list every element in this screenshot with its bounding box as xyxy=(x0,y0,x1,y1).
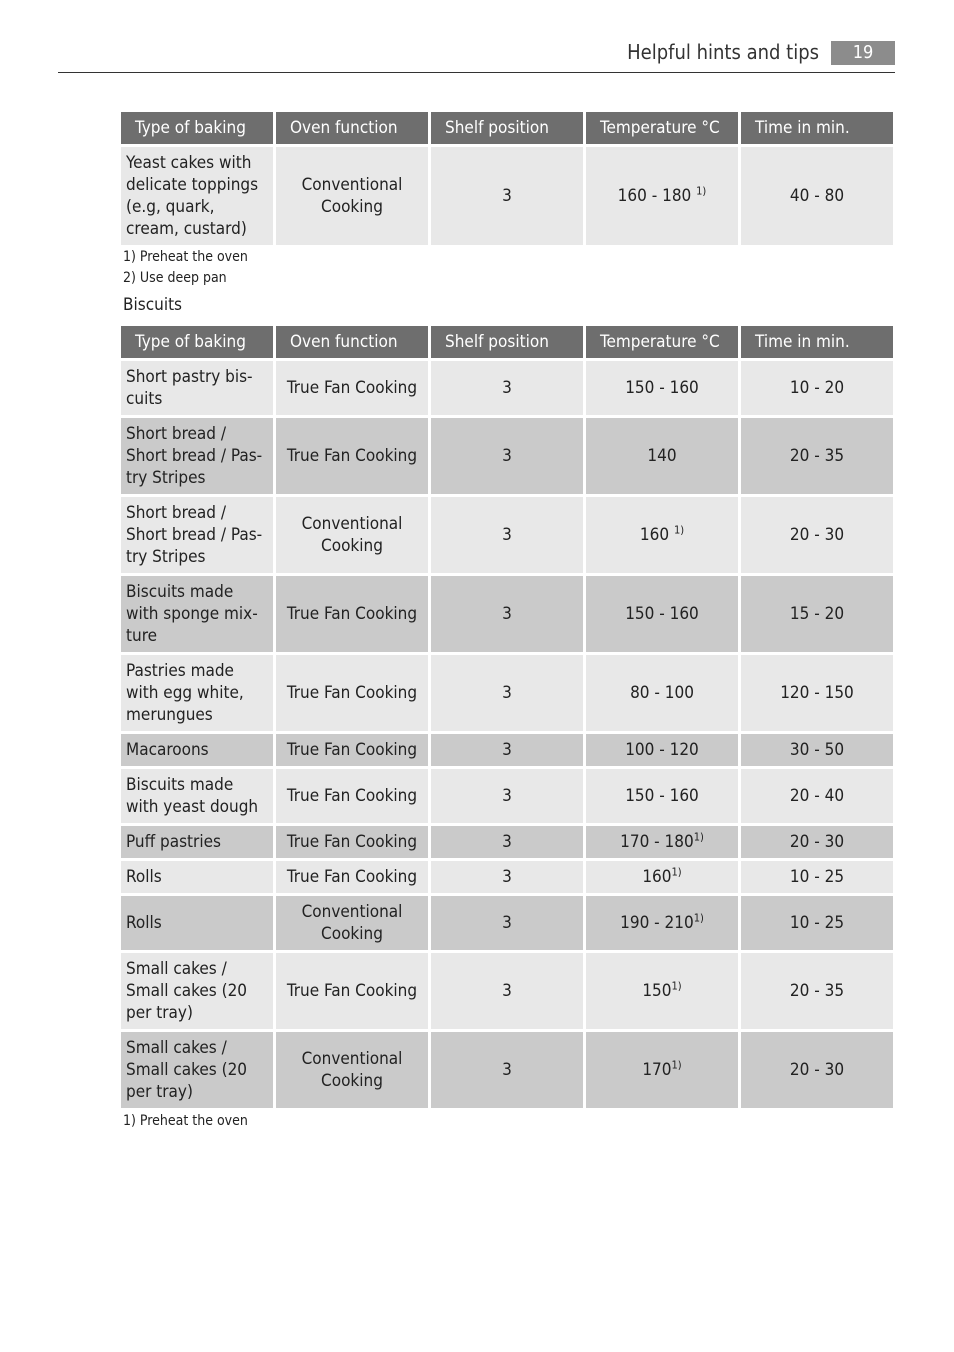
cell-time-text: 15 - 20 xyxy=(789,604,845,624)
cell-shelf-text: 3 xyxy=(502,1060,512,1080)
cell-time xyxy=(741,418,893,494)
cell-type-text: Short bread / Short bread / Pas-try Stripes xyxy=(126,424,263,488)
cell-shelf xyxy=(431,361,583,415)
cell-type xyxy=(121,953,273,1029)
table-row xyxy=(121,1032,893,1108)
cell-shelf-text: 3 xyxy=(502,867,512,887)
cell-temp xyxy=(586,769,738,823)
cell-temp xyxy=(586,861,738,893)
cell-type xyxy=(121,361,273,415)
cell-time-text: 20 - 30 xyxy=(789,832,845,852)
cell-temp xyxy=(586,655,738,731)
column-header: Oven function xyxy=(276,326,428,358)
cell-type-text: Biscuits made with sponge mix-ture xyxy=(126,582,258,646)
cell-shelf xyxy=(431,734,583,766)
cell-type-text: Pastries made with egg white, merungues xyxy=(126,661,244,725)
table-row xyxy=(121,826,893,858)
cell-shelf xyxy=(431,1032,583,1108)
cell-shelf-text: 3 xyxy=(502,740,512,760)
cell-temp xyxy=(586,734,738,766)
cell-temp xyxy=(586,1032,738,1108)
table-row xyxy=(121,953,893,1029)
table-row xyxy=(121,497,893,573)
cell-shelf xyxy=(431,418,583,494)
cell-function-text: Conventional Cooking xyxy=(301,514,403,556)
cell-temp-text: 150 - 160 xyxy=(625,786,699,806)
cell-time xyxy=(741,1032,893,1108)
temp-footnote-ref: 1) xyxy=(693,830,704,844)
cell-shelf xyxy=(431,769,583,823)
cell-shelf-text: 3 xyxy=(502,683,512,703)
table1-footnote-2: 2) Use deep pan xyxy=(123,270,227,286)
cell-time-text: 20 - 30 xyxy=(789,1060,845,1080)
cell-function xyxy=(276,418,428,494)
cell-time xyxy=(741,361,893,415)
cell-shelf xyxy=(431,147,583,245)
table-row xyxy=(121,576,893,652)
cell-shelf xyxy=(431,826,583,858)
cell-time xyxy=(741,769,893,823)
cell-temp-text: 140 xyxy=(647,446,677,466)
yeast-cakes-table xyxy=(118,109,896,248)
table-row xyxy=(121,896,893,950)
cell-temp-text: 160 xyxy=(642,867,672,887)
temp-footnote-ref: 1) xyxy=(693,911,704,925)
cell-time xyxy=(741,896,893,950)
cell-temp-text: 160 - 180 xyxy=(617,186,697,206)
cell-temp xyxy=(586,953,738,1029)
table-row xyxy=(121,655,893,731)
table-header-row xyxy=(121,326,893,358)
temp-footnote-ref: 1) xyxy=(696,184,707,198)
cell-temp xyxy=(586,361,738,415)
cell-shelf xyxy=(431,655,583,731)
cell-time-text: 20 - 30 xyxy=(789,525,845,545)
cell-function-text: True Fan Cooking xyxy=(286,604,418,624)
cell-type xyxy=(121,861,273,893)
cell-time-text: 20 - 35 xyxy=(789,446,845,466)
cell-time-text: 20 - 35 xyxy=(789,981,845,1001)
cell-time xyxy=(741,953,893,1029)
cell-function-text: True Fan Cooking xyxy=(286,832,418,852)
cell-type xyxy=(121,497,273,573)
section-title-biscuits: Biscuits xyxy=(123,295,183,315)
cell-function xyxy=(276,576,428,652)
cell-type xyxy=(121,1032,273,1108)
temp-footnote-ref: 1) xyxy=(671,865,682,879)
cell-time-text: 10 - 20 xyxy=(789,378,845,398)
cell-time-text: 20 - 40 xyxy=(789,786,845,806)
cell-shelf-text: 3 xyxy=(502,186,512,206)
cell-temp-text: 150 - 160 xyxy=(625,604,699,624)
table-row xyxy=(121,147,893,245)
table2-footnote-1: 1) Preheat the oven xyxy=(123,1113,248,1129)
cell-time-text: 10 - 25 xyxy=(789,913,845,933)
cell-type-text: Short pastry bis-cuits xyxy=(126,367,253,409)
biscuits-table xyxy=(118,323,896,1111)
cell-time-text: 120 - 150 xyxy=(780,683,854,703)
cell-shelf-text: 3 xyxy=(502,604,512,624)
cell-function xyxy=(276,655,428,731)
cell-time xyxy=(741,147,893,245)
cell-temp xyxy=(586,896,738,950)
cell-temp-text: 100 - 120 xyxy=(625,740,699,760)
cell-function-text: Conventional Cooking xyxy=(301,175,403,217)
cell-temp-text: 170 xyxy=(642,1060,672,1080)
cell-temp xyxy=(586,497,738,573)
cell-temp xyxy=(586,147,738,245)
cell-function xyxy=(276,497,428,573)
cell-shelf-text: 3 xyxy=(502,446,512,466)
column-header: Temperature °C xyxy=(586,326,738,358)
column-header: Shelf position xyxy=(431,112,583,144)
cell-shelf xyxy=(431,497,583,573)
cell-function-text: True Fan Cooking xyxy=(286,378,418,398)
table-row xyxy=(121,769,893,823)
cell-time xyxy=(741,497,893,573)
temp-footnote-ref: 1) xyxy=(673,523,685,537)
table-row xyxy=(121,734,893,766)
cell-temp-text: 150 xyxy=(642,981,672,1001)
cell-function-text: Conventional Cooking xyxy=(301,902,403,944)
cell-type xyxy=(121,655,273,731)
cell-temp xyxy=(586,576,738,652)
cell-type xyxy=(121,826,273,858)
cell-function xyxy=(276,147,428,245)
cell-type xyxy=(121,769,273,823)
cell-type-text: Rolls xyxy=(126,913,162,933)
cell-type xyxy=(121,147,273,245)
cell-function xyxy=(276,953,428,1029)
cell-type-text: Small cakes / Small cakes (20 per tray) xyxy=(126,1038,248,1102)
cell-shelf-text: 3 xyxy=(502,913,512,933)
cell-shelf-text: 3 xyxy=(502,981,512,1001)
cell-type-text: Short bread / Short bread / Pas-try Stripes xyxy=(126,503,263,567)
temp-footnote-ref: 1) xyxy=(671,979,682,993)
cell-function-text: True Fan Cooking xyxy=(286,981,418,1001)
cell-temp xyxy=(586,826,738,858)
cell-function-text: True Fan Cooking xyxy=(286,867,418,887)
cell-function xyxy=(276,769,428,823)
cell-time xyxy=(741,826,893,858)
cell-shelf-text: 3 xyxy=(502,525,512,545)
column-header: Temperature °C xyxy=(586,112,738,144)
cell-function xyxy=(276,734,428,766)
table-row xyxy=(121,861,893,893)
cell-shelf-text: 3 xyxy=(502,786,512,806)
cell-function-text: True Fan Cooking xyxy=(286,786,418,806)
column-header: Type of baking xyxy=(121,112,273,144)
cell-temp-text: 160 xyxy=(639,525,674,545)
cell-time-text: 10 - 25 xyxy=(789,867,845,887)
cell-temp-text: 170 - 180 xyxy=(620,832,694,852)
cell-type-text: Small cakes / Small cakes (20 per tray) xyxy=(126,959,248,1023)
column-header: Shelf position xyxy=(431,326,583,358)
cell-function-text: True Fan Cooking xyxy=(286,446,418,466)
cell-function xyxy=(276,896,428,950)
cell-type-text: Rolls xyxy=(126,867,162,887)
table-header-row xyxy=(121,112,893,144)
cell-function xyxy=(276,861,428,893)
temp-footnote-ref: 1) xyxy=(671,1058,682,1072)
page-header-title: Helpful hints and tips xyxy=(627,40,819,64)
cell-type-text: Biscuits made with yeast dough xyxy=(126,775,259,817)
cell-function-text: True Fan Cooking xyxy=(286,683,418,703)
cell-time xyxy=(741,576,893,652)
cell-type xyxy=(121,896,273,950)
page-header xyxy=(58,38,895,73)
cell-function xyxy=(276,361,428,415)
cell-shelf xyxy=(431,861,583,893)
table-row xyxy=(121,361,893,415)
column-header: Type of baking xyxy=(121,326,273,358)
cell-type xyxy=(121,734,273,766)
cell-type-text: Puff pastries xyxy=(126,832,221,852)
cell-shelf-text: 3 xyxy=(502,378,512,398)
cell-time xyxy=(741,861,893,893)
cell-temp-text: 190 - 210 xyxy=(620,913,694,933)
cell-type xyxy=(121,576,273,652)
cell-shelf xyxy=(431,896,583,950)
cell-type xyxy=(121,418,273,494)
page-number: 19 xyxy=(831,41,895,65)
table-row xyxy=(121,418,893,494)
cell-shelf xyxy=(431,576,583,652)
cell-time-text: 30 - 50 xyxy=(789,740,845,760)
cell-shelf xyxy=(431,953,583,1029)
column-header: Time in min. xyxy=(741,326,893,358)
cell-function xyxy=(276,1032,428,1108)
cell-shelf-text: 3 xyxy=(502,832,512,852)
cell-temp xyxy=(586,418,738,494)
cell-time xyxy=(741,655,893,731)
cell-temp-text: 150 - 160 xyxy=(625,378,699,398)
cell-temp-text: 80 - 100 xyxy=(630,683,694,703)
cell-type-text: Yeast cakes with delicate toppings (e.g, quark, cream, custard) xyxy=(126,153,259,239)
cell-time-text: 40 - 80 xyxy=(789,186,845,206)
cell-function-text: Conventional Cooking xyxy=(301,1049,403,1091)
cell-time xyxy=(741,734,893,766)
cell-function-text: True Fan Cooking xyxy=(286,740,418,760)
cell-type-text: Macaroons xyxy=(126,740,209,760)
table1-footnote-1: 1) Preheat the oven xyxy=(123,249,248,265)
column-header: Oven function xyxy=(276,112,428,144)
column-header: Time in min. xyxy=(741,112,893,144)
cell-function xyxy=(276,826,428,858)
